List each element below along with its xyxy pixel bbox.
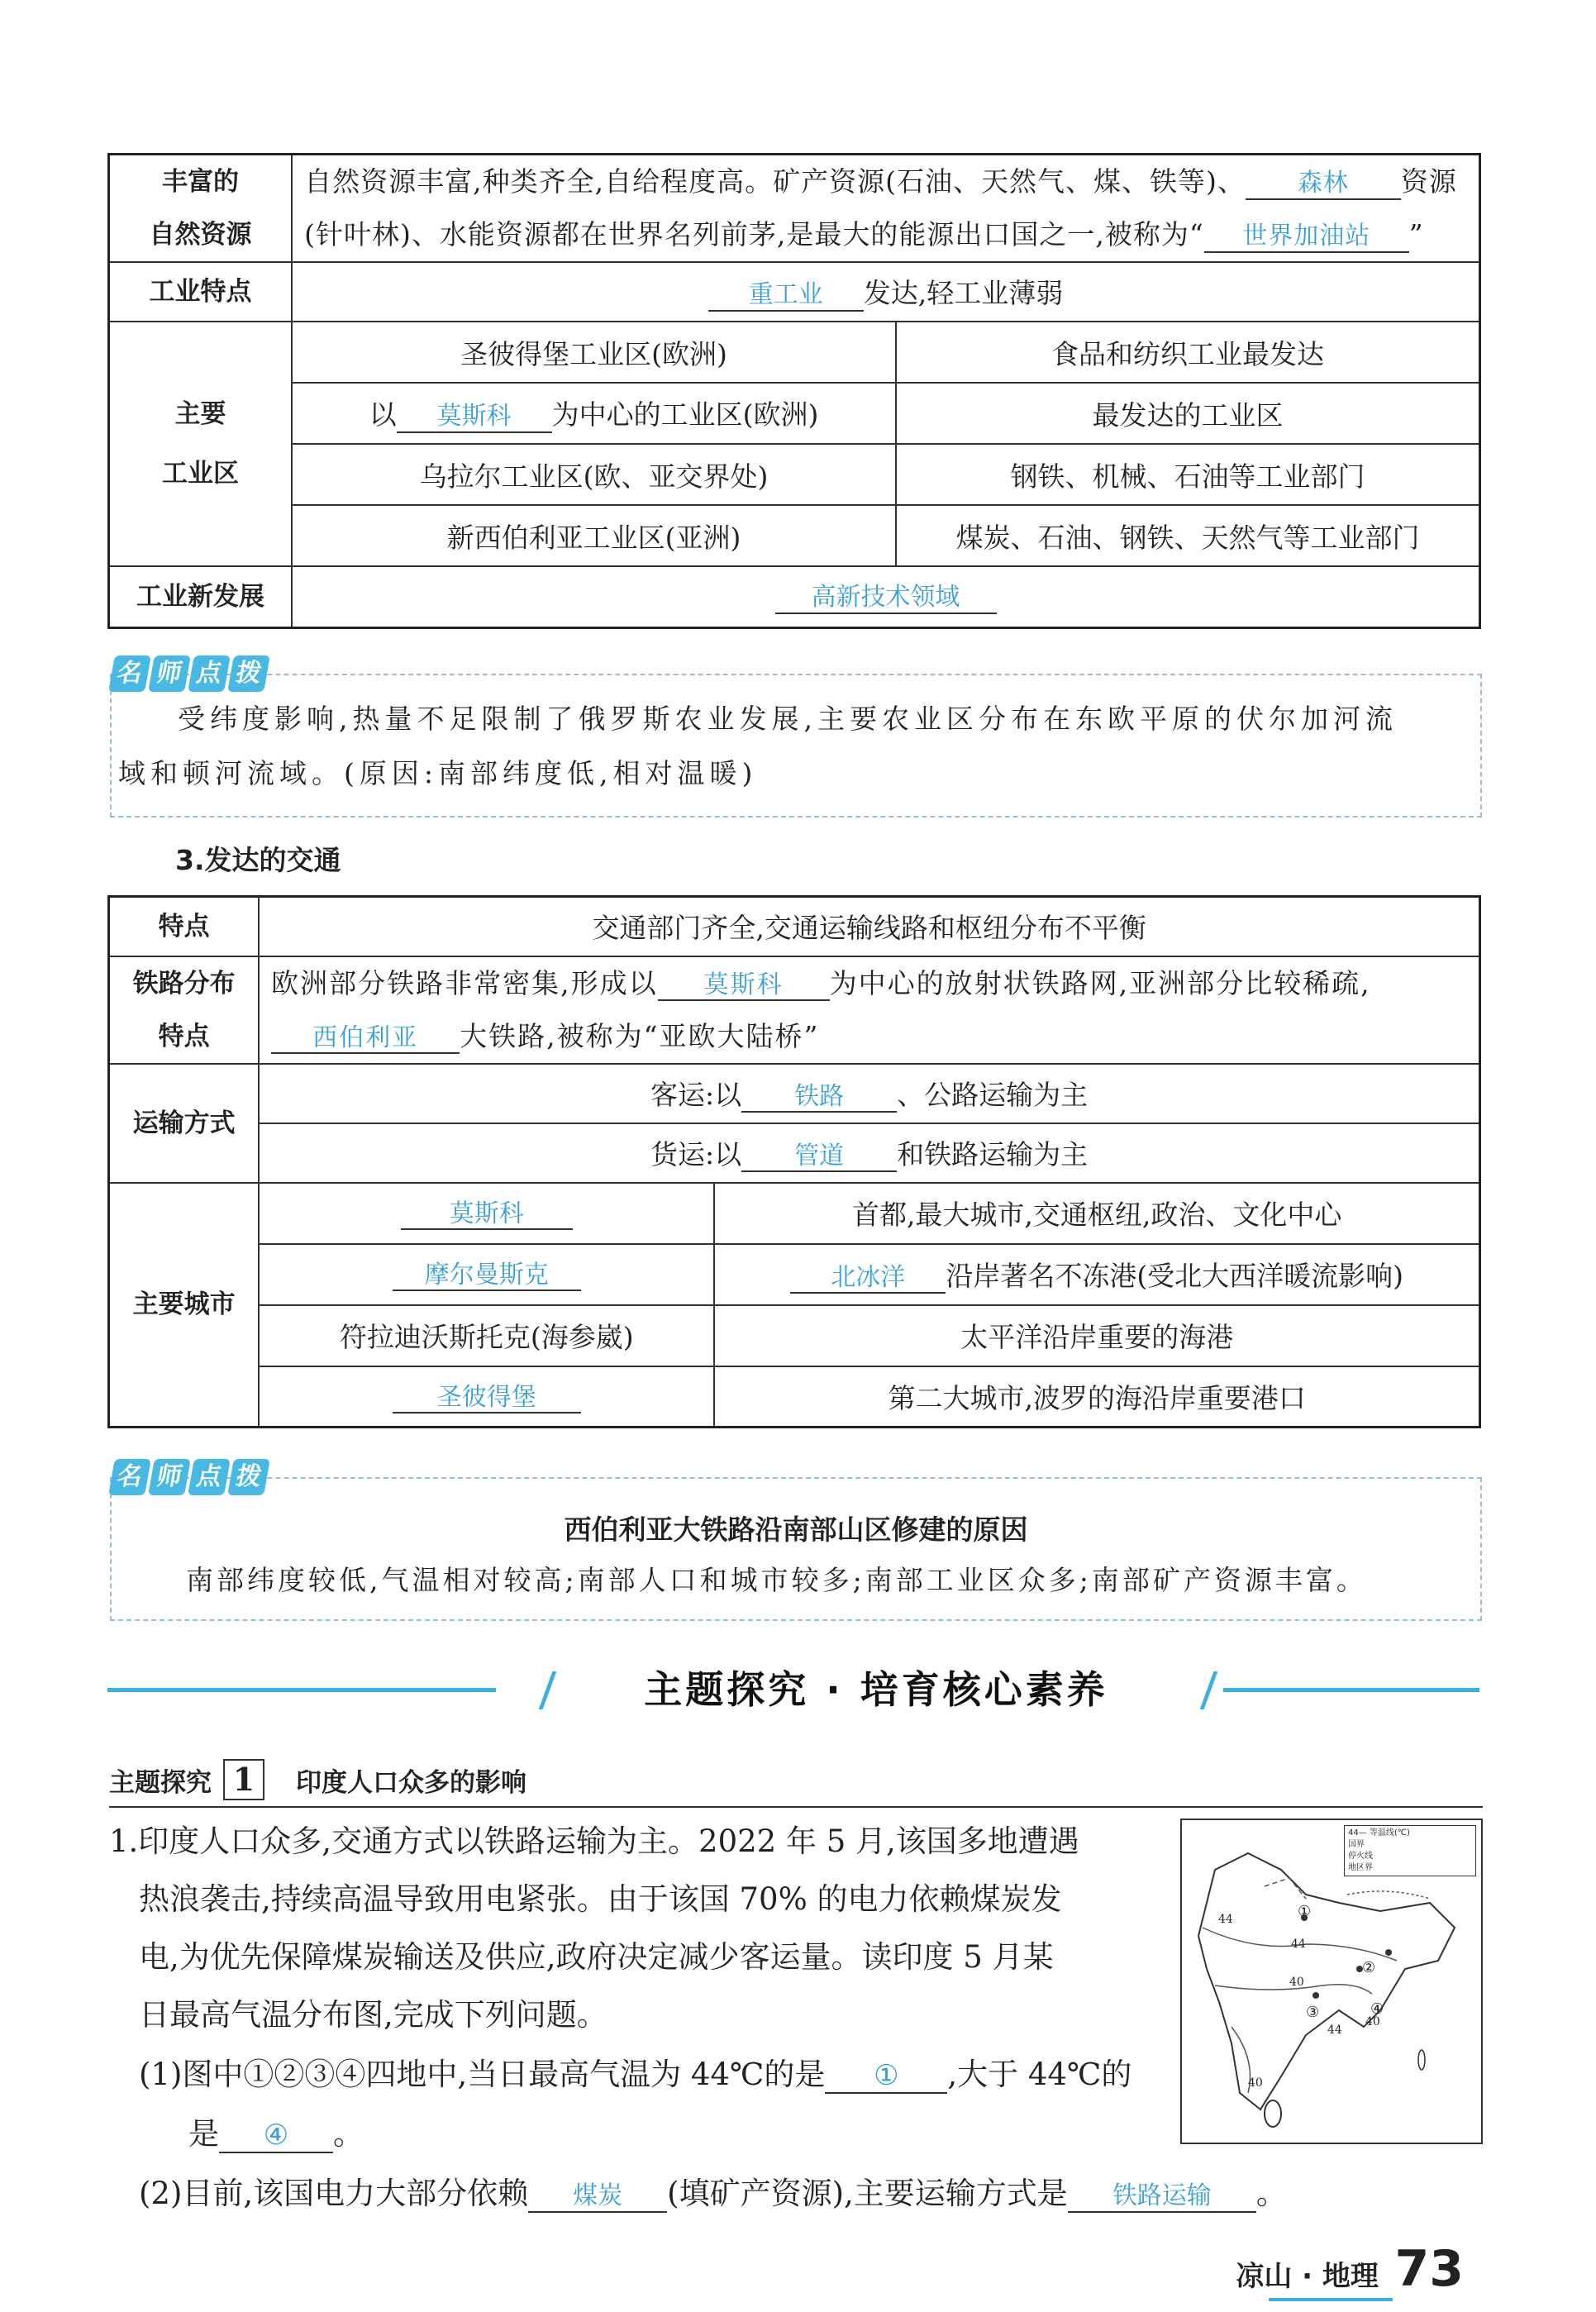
row-label: 铁路分布 特点: [109, 956, 260, 1064]
isotherm-label: 40: [1248, 2076, 1263, 2090]
region-cell: 以 莫斯科 为中心的工业区(欧洲): [292, 383, 896, 444]
table-row: [109, 566, 1480, 627]
table-row: [109, 1183, 1480, 1244]
sub-question: (1)图中①②③④四地中,当日最高气温为 44℃的是 ① ,大于 44℃的: [139, 2045, 1131, 2105]
row-label: 主要 工业区: [109, 322, 293, 566]
tip-text: 南部纬度较低,气温相对较高;南部人口和城市较多;南部工业区众多;南部矿产资源丰富。: [186, 1564, 1367, 1596]
industry-feature-cell: 重工业 发达,轻工业薄弱: [292, 262, 1479, 322]
city-desc-cell: 太平洋沿岸重要的海港: [714, 1305, 1479, 1366]
answer-blank: 摩尔曼斯克: [393, 1261, 581, 1292]
freight-cell: 货运:以 管道 和铁路运输为主: [259, 1123, 1479, 1183]
topic-number: 1: [223, 1759, 264, 1800]
city-desc-cell: 第二大城市,波罗的海沿岸重要港口: [714, 1366, 1479, 1428]
sub-question: 是 ④ 。: [188, 2105, 364, 2164]
isotherm-label: 44: [1218, 1913, 1233, 1926]
city-cell: 符拉迪沃斯托克(海参崴): [259, 1305, 714, 1366]
page-footer: [1236, 2240, 1464, 2301]
table-row: [109, 1366, 1480, 1428]
table-row: [109, 444, 1480, 505]
answer-blank: 北冰洋: [790, 1264, 946, 1294]
passenger-cell: 客运:以 铁路 、公路运输为主: [259, 1064, 1479, 1123]
region-desc-cell: 煤炭、石油、钢铁、天然气等工业部门: [896, 505, 1480, 566]
teacher-tip-box: [110, 1462, 1482, 1621]
isotherm-label: 44: [1327, 2024, 1342, 2037]
new-development-cell: [292, 566, 1479, 627]
topic-heading: 主题探究 1 印度人口众多的影响: [109, 1759, 526, 1800]
table-row: [109, 1244, 1480, 1305]
resources-cell: 自然资源丰富,种类齐全,自给程度高。矿产资源(石油、天然气、煤、铁等)、 森林 资源 (针叶林)、水能资源都在世界名列前茅,是最大的能源出口国之一,被称为“ 世界加油站 ”: [292, 155, 1479, 263]
table-row: [109, 897, 1480, 956]
map-point-4: ④: [1370, 2000, 1384, 2018]
row-label: 运输方式: [109, 1064, 260, 1183]
region-cell: 乌拉尔工业区(欧、亚交界处): [292, 444, 896, 505]
table-row: [109, 322, 1480, 383]
row-label: 丰富的 自然资源: [109, 155, 293, 263]
question-text: 电,为优先保障煤炭输送及供应,政府决定减少客运量。读印度 5 月某: [139, 1939, 1054, 1975]
answer-blank: 铁路: [741, 1083, 897, 1113]
india-temperature-map: [1180, 1819, 1483, 2144]
transport-table: [107, 895, 1481, 1428]
city-cell: [259, 1244, 714, 1305]
table-row: [109, 262, 1480, 322]
tip-text: 受纬度影响,热量不足限制了俄罗斯农业发展,主要农业区分布在东欧平原的伏尔加河流: [178, 703, 1398, 735]
feature-cell: 交通部门齐全,交通运输线路和枢纽分布不平衡: [259, 897, 1479, 956]
answer-blank: ④: [219, 2119, 333, 2153]
answer-blank: 铁路运输: [1068, 2182, 1256, 2213]
teacher-tip-box: [110, 659, 1482, 818]
answer-blank: ①: [825, 2060, 947, 2094]
teacher-tip-badge: 名 师 点 拨: [112, 655, 267, 692]
city-desc-cell: 首都,最大城市,交通枢纽,政治、文化中心: [714, 1183, 1479, 1244]
railway-cell: 欧洲部分铁路非常密集,形成以 莫斯科 为中心的放射状铁路网,亚洲部分比较稀疏, 西伯利亚 大铁路,被称为“亚欧大陆桥”: [259, 956, 1479, 1064]
region-cell: 圣彼得堡工业区(欧洲): [292, 322, 896, 383]
region-desc-cell: 钢铁、机械、石油等工业部门: [896, 444, 1480, 505]
page-number: 73: [1394, 2240, 1464, 2298]
answer-blank: 重工业: [708, 281, 864, 312]
subject-label: 凉山 · 地理: [1236, 2260, 1379, 2293]
divider: [109, 1806, 1483, 1808]
table-row: [109, 155, 1480, 263]
banner-title: 主题探究 · 培育核心素养: [644, 1667, 1108, 1712]
isotherm-label: 44: [1291, 1938, 1306, 1951]
tip-text: 域和顿河流域。(原因:南部纬度低,相对温暖): [118, 757, 758, 789]
answer-blank: 莫斯科: [658, 971, 830, 1002]
table-row: [109, 383, 1480, 444]
table-row: [109, 505, 1480, 566]
section-heading: 3.发达的交通: [175, 844, 341, 876]
answer-blank: 圣彼得堡: [393, 1384, 581, 1414]
table-row: [109, 956, 1480, 1064]
row-label: 工业特点: [109, 262, 293, 322]
table-row: [109, 1305, 1480, 1366]
sub-question: (2)目前,该国电力大部分依赖 煤炭 (填矿产资源),主要运输方式是 铁路运输 。: [139, 2176, 1287, 2211]
tip-title: 西伯利亚大铁路沿南部山区修建的原因: [564, 1514, 1028, 1546]
question-text: 1.印度人口众多,交通方式以铁路运输为主。2022 年 5 月,该国多地遭遇: [109, 1823, 1079, 1859]
city-desc-cell: 北冰洋 沿岸著名不冻港(受北大西洋暖流影响): [714, 1244, 1479, 1305]
map-point-1: ①: [1298, 1903, 1312, 1920]
section-banner: [107, 1653, 1479, 1728]
answer-blank: 高新技术领域: [775, 584, 997, 614]
row-label: 主要城市: [109, 1183, 260, 1428]
teacher-tip-badge: 名 师 点 拨: [112, 1459, 267, 1495]
table-row: [109, 1123, 1480, 1183]
row-label: 工业新发展: [109, 566, 293, 627]
answer-blank: 世界加油站: [1204, 222, 1409, 253]
city-cell: [259, 1366, 714, 1428]
map-point-2: ②: [1362, 1959, 1376, 1976]
answer-blank: 莫斯科: [401, 1200, 573, 1231]
table-row: [109, 1064, 1480, 1123]
map-point-3: ③: [1306, 2004, 1320, 2021]
region-cell: 新西伯利亚工业区(亚洲): [292, 505, 896, 566]
answer-blank: 莫斯科: [397, 403, 552, 433]
isotherm-label: 40: [1365, 2015, 1380, 2028]
city-cell: [259, 1183, 714, 1244]
isotherm-label: 40: [1289, 1976, 1304, 1989]
row-label: 特点: [109, 897, 260, 956]
answer-blank: 管道: [741, 1142, 897, 1173]
map-legend: 44— 等温线(℃) 国界 停火线 地区界: [1344, 1825, 1476, 1876]
region-desc-cell: 最发达的工业区: [896, 383, 1480, 444]
answer-blank: 煤炭: [528, 2182, 667, 2213]
answer-blank: 西伯利亚: [271, 1024, 460, 1055]
answer-blank: 森林: [1246, 169, 1401, 200]
question-text: 热浪袭击,持续高温导致用电紧张。由于该国 70% 的电力依赖煤炭发: [139, 1881, 1062, 1917]
region-desc-cell: 食品和纺织工业最发达: [896, 322, 1480, 383]
question-text: 日最高气温分布图,完成下列问题。: [139, 1997, 607, 2033]
industry-table: [107, 153, 1481, 629]
